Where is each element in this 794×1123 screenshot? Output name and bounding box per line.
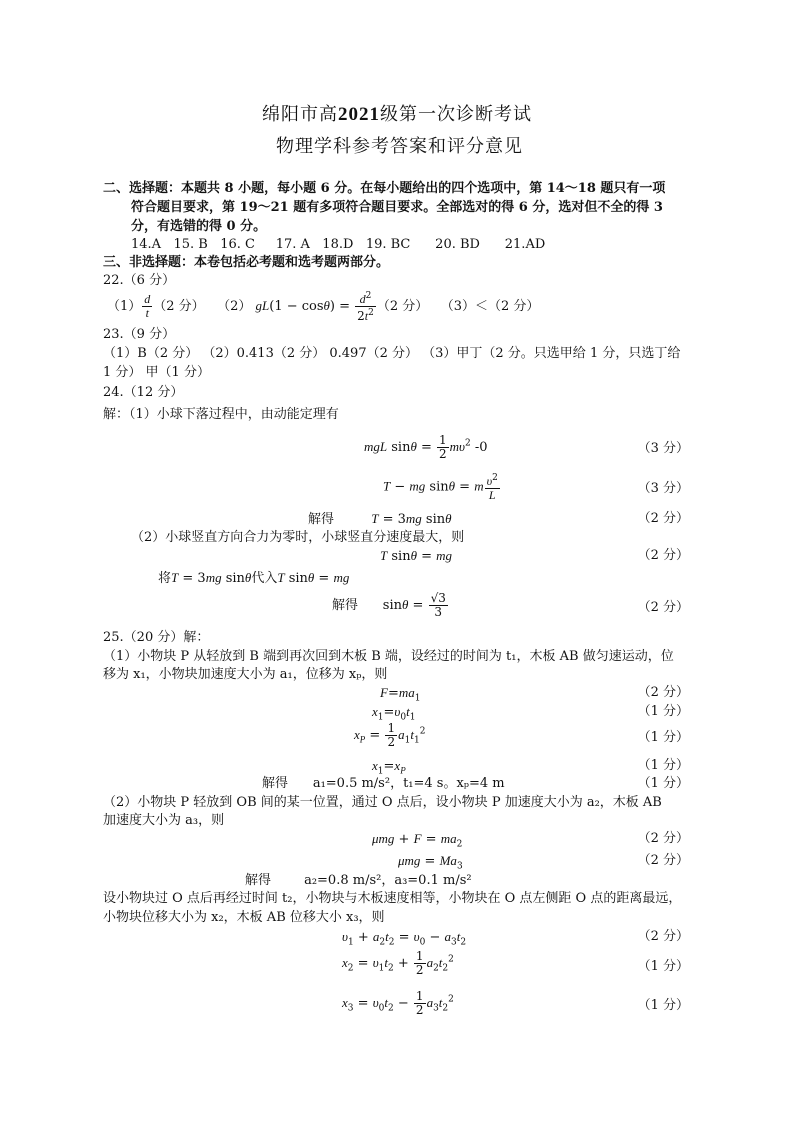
q22-answers: （1） $\frac{d}{t}$ （2 分） （2） gL(1 − cosθ) = $\frac{d^2}{2t^2}$ （2 分） （3）＜（2 分） <box>107 291 540 323</box>
q25-p1-line2: 移为 x₁，小物块加速度大小为 a₁，位移为 xₚ，则 <box>103 667 388 682</box>
q22-heading: 22.（6 分） <box>103 273 176 288</box>
q25-score2: （1 分） <box>637 704 689 719</box>
q25-solve1: 解得 a₁=0.5 m/s²，t₁=4 s。xₚ=4 m <box>262 776 505 791</box>
section2-line2: 符合题目要求，第 19～21 题有多项符合题目要求。全部选对的得 6 分，选对但不全的得 3 <box>131 200 663 215</box>
q25-p3-line2: 小物块位移大小为 x₂，木板 AB 位移大小 x₃，则 <box>103 910 385 925</box>
q24-eq2: T − mg sinθ = m $\frac{\upsilon^2}{L}$ <box>383 473 498 502</box>
q24-score1: （3 分） <box>637 441 689 456</box>
q24-score3: （2 分） <box>637 511 689 526</box>
q24-eq1: mgL sinθ = $\frac{1}{2}$ $m\upsilon^2$ -0 <box>364 433 488 461</box>
q23-line1: （1）B（2 分） （2）0.413（2 分） 0.497（2 分） （3）甲丁（2 分。只选甲给 1 分，只选丁给 <box>103 346 681 361</box>
q25-p2-line1: （2）小物块 P 轻放到 OB 间的某一位置，通过 O 点后，设小物块 P 加速度大小为 a₂，木板 AB <box>103 795 662 810</box>
q25-score8: （2 分） <box>637 929 689 944</box>
q25-eq5: $\mu mg + F = ma_2$ <box>372 831 463 850</box>
q24-solve2: 解得 sinθ = $\frac{√3}{3}$ <box>332 591 446 619</box>
q25-score10: （1 分） <box>637 998 689 1013</box>
exam-subtitle: 物理学科参考答案和评分意见 <box>276 136 523 157</box>
q25-p1-line1: （1）小物块 P 从轻放到 B 端到再次回到木板 B 端，设经过的时间为 t₁，木板 AB 做匀速运动，位 <box>103 649 674 664</box>
section3-heading: 三、非选择题：本卷包括必考题和选考题两部分。 <box>103 255 390 270</box>
q25-eq2: $x_1=\upsilon_0t_1$ <box>372 704 416 723</box>
q25-heading: 25.（20 分）解： <box>103 630 210 645</box>
q25-eq8: $x_2 = \upsilon_1t_2$ + $\frac{1}{2}$ $a_2t_2^2$ <box>342 949 454 977</box>
q25-score1: （2 分） <box>637 685 689 700</box>
q23-heading: 23.（9 分） <box>103 327 176 342</box>
q25-eq3: $x_P$ = $\frac{1}{2}$ $a_1t_1^2$ <box>354 721 426 749</box>
q25-score5: （1 分） <box>637 776 689 791</box>
q25-score9: （1 分） <box>637 959 689 974</box>
q24-heading: 24.（12 分） <box>103 385 184 400</box>
q25-eq7: $\upsilon_1 + a_2t_2 = \upsilon_0 - a_3t_2$ <box>342 929 467 948</box>
q25-eq9: $x_3 = \upsilon_0t_2$ − $\frac{1}{2}$ $a_3t_2^2$ <box>342 989 454 1017</box>
q25-p2-line2: 加速度大小为 a₃，则 <box>103 813 225 828</box>
q25-eq1: $F=ma_1$ <box>380 685 421 704</box>
q24-substitute: 将T = 3mg sinθ代入T sinθ = mg <box>158 570 350 586</box>
section2-line3: 分，有选错的得 0 分。 <box>131 219 267 234</box>
q24-solve1: 解得 T = 3mg sinθ <box>308 511 452 527</box>
section2-line1: 二、选择题：本题共 8 小题，每小题 6 分。在每小题给出的四个选项中，第 14～18 题只有一项 <box>103 181 666 196</box>
q25-eq4: $x_1=x_P$ <box>372 758 406 777</box>
q25-p3-line1: 设小物块过 O 点后再经过时间 t₂，小物块与木板速度相等，小物块在 O 点左侧距 O 点的距离最远， <box>103 891 682 906</box>
q25-solve2: 解得 a₂=0.8 m/s²，a₃=0.1 m/s² <box>245 873 472 888</box>
q24-score2: （3 分） <box>637 481 689 496</box>
q23-line2: 1 分） 甲（1 分） <box>103 365 210 380</box>
q24-part2: （2）小球竖直方向合力为零时，小球竖直分速度最大，则 <box>131 530 465 545</box>
q25-score4: （1 分） <box>637 758 689 773</box>
choice-answers: 14.A 15. B 16. C 17. A 18.D 19. BC 20. BD 21.AD <box>131 237 546 252</box>
q24-score5: （2 分） <box>637 600 689 615</box>
q25-score3: （1 分） <box>637 730 689 745</box>
q24-intro: 解：（1）小球下落过程中，由动能定理有 <box>103 407 339 422</box>
q25-score6: （2 分） <box>637 831 689 846</box>
q24-eq3: T sinθ = mg <box>380 548 453 564</box>
exam-title: 绵阳市高2021级第一次诊断考试 <box>262 104 532 125</box>
q25-score7: （2 分） <box>637 853 689 868</box>
q25-eq6: $\mu mg = Ma_3$ <box>398 853 463 872</box>
q24-score4: （2 分） <box>637 548 689 563</box>
